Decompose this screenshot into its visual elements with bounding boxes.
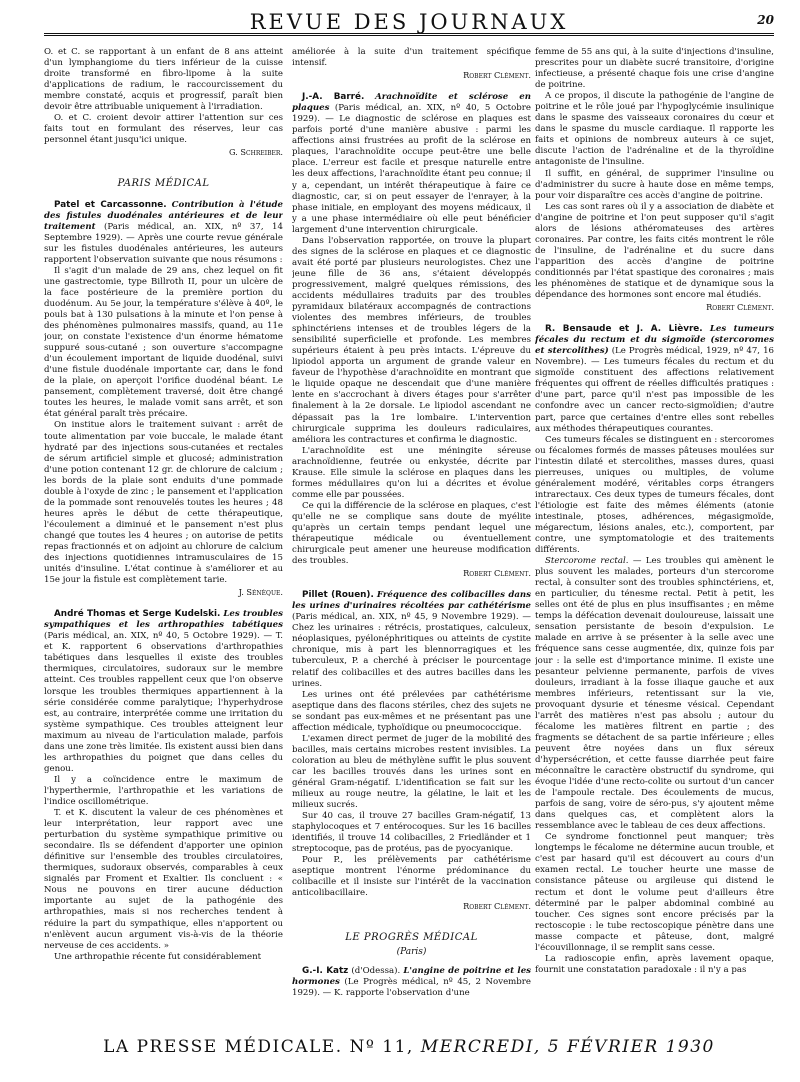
paragraph: L'arachnoïdite est une méningite séreuse arachnoïdienne, feutrée ou enkystée, décrite par Krause. Elle simule la sclérose en plaques dans les formes médullaires qu'on lui a décrites et évolue comme elle par poussées. [292,445,531,500]
paragraph: Sur 40 cas, il trouve 27 bacilles Gram-négatif, 13 staphylocoques et 7 entérocoques. Sur les 16 bacilles identifiés, il trouve 14 colibacilles, 2 Friedländer et 1 streptocoque, pas de protéus, pas de pyocyanique. [292,811,531,855]
article-authors: G.-I. Katz [302,965,349,976]
article-reference: (Paris médical, an. XIX, nº 40, 5 Octobre 1929). — Le diagnostic de sclérose en plaques est parfois porté d'une manière abusive : parmi les affections ainsi frustrées au profit de la sclérose en plaques, l'arachnoïdite occupe peut-être une belle place. L'erreur est facile et presque naturelle entre les deux affections, l'arachnoïdite étant peu connue; il y a, cependant, un intérêt thérapeutique à faire ce diagnostic, car, si on peut essayer de l'enrayer, à la phase initiale, en employant des moyens médicaux, il y a une phase intermédiaire où elle peut bénéficier largement d'une intervention chirurgicale. [292,103,531,235]
article-title: Les troubles sympathiques et les arthropathies tabétiques [44,609,283,631]
text-columns [44,47,774,1032]
paragraph: Ce qui la différencie de la sclérose en plaques, c'est qu'elle ne se complique sans doute de myélite qu'après un certain temps pendant lequel une thérapeutique médicale ou éventuellement chirurgicale peut amener une heureuse modification des troubles. [292,500,531,567]
column-3 [535,47,774,1032]
paragraph: O. et C. croient devoir attirer l'attention sur ces faits tout en formulant des réserves, leur cas personnel étant jusqu'ici unique. [44,113,283,146]
column-1 [44,47,283,1032]
paragraph: Il y a coïncidence entre le maximum de l'hyperthermie, l'arthropathie et les variations de l'indice oscillométrique. [44,774,283,807]
article-reference: (Paris médical, an. XIX, nº 37, 14 Septembre 1929). — Après une courte revue générale sur les fistules duodénales antérieures, les auteurs rapportent l'observation suivante que nous résumons : [44,221,283,265]
article-authors: André Thomas et Serge Kudelski. [54,609,221,620]
article-reference: (Paris médical, an. XIX, nº 45, 9 Novembre 1929). — Chez les urinaires : rétrécis, prostatiques, calculeux, néoplasiques, pyélonéphritiques ou atteints de cystite chronique, mis à part les blennorragiques et les tuberculeux, P. a cherché à préciser le pourcentage relatif des colibacilles et des autres bacilles dans les urines. [292,612,531,689]
section-heading: LE PROGRÈS MÉDICAL [345,931,478,943]
paragraph: O. et C. se rapportant à un enfant de 8 ans atteint d'un lymphangiome du tiers inférieur de la cuisse droite transformé en fibro-lipome à la suite d'applications de radium, le raccourcissement du membre constaté, acquis et progressif, paraît bien devoir être attribuable uniquement à l'irradiation. [44,47,283,113]
author-signature: Robert Clément. [463,568,531,579]
paragraph [535,556,774,832]
section-heading: PARIS MÉDICAL [117,178,210,190]
section-subheading: (Paris) [396,946,427,957]
article-title: Contribution à l'étude des fistules duodénales antérieures et de leur traitement [44,199,283,232]
author-signature: J. Sénèque. [238,587,283,598]
article-abstract [292,966,531,999]
article-authors: R. Bensaude et J. A. Lièvre. [545,324,703,335]
paragraph: L'examen direct permet de juger de la mobilité des bacilles, mais certains microbes restent invisibles. La coloration au bleu de méthylène suffit le plus souvent car les bacilles trouvés dans les urines sont en général Gram-négatif. L'identification se fait sur les milieux au rouge neutre, la gélatine, le lait et les milieux sucrés. [292,733,531,811]
issue-date: MERCREDI, 5 FÉVRIER 1930 [420,1037,715,1057]
column-2 [292,47,531,1032]
subsection-lead: Stercorome rectal. [545,556,629,567]
article-title: L'angine de poitrine et les hormones [292,965,531,987]
running-title: REVUE DES JOURNAUX [249,10,569,34]
article-authors: Patel et Carcassonne. [54,199,167,210]
page-number: 20 [757,13,774,27]
article-abstract [44,609,283,775]
page-header [44,6,774,36]
article-reference: (Le Progrès médical, nº 45, 2 Novembre 1929). — K. rapporte l'observation d'une [292,976,531,998]
paragraph: Les cas sont rares où il y a association de diabète et d'angine de poitrine et l'on peut supposer qu'il s'agit alors de lésions athéromateuses des artères coronaires. Par contre, les faits cités montrent le rôle de l'insuline, de l'adrénaline et du sucre dans l'apparition des accès d'angine de poitrine conditionnés par l'état spastique des coronaires ; mais les phénomènes de statique et de dynamique sous la dépendance des hormones sont encore mal étudiés. [535,201,774,301]
author-signature: Robert Clément. [463,70,531,81]
issue-number: Nº 11, [349,1037,414,1057]
paragraph: Ces tumeurs fécales se distinguent en : stercoromes ou fécalomes formés de masses pâteuses moulées sur l'intestin dilaté et stercolithes, masses dures, quasi pierreuses, uniques ou multiples, de volume généralement modéré, véritables corps étrangers intrarectaux. Ces deux types de tumeurs fécales, dont l'étiologie est faite des mêmes éléments (atonie intestinale, ptoses, adhérences, mégasigmoïde, mégarectum, lésions anales, etc.), comportent, par contre, une symptomatologie et des traitements différents. [535,434,774,556]
paragraph: Dans l'observation rapportée, on trouve la plupart des signes de la sclérose en plaques et ce diagnostic avait été porté par plusieurs neurologistes. Chez une jeune fille de 36 ans, s'étaient développés progressivement, malgré quelques rémissions, des accidents médullaires traduits par des troubles pyramidaux bilatéraux accompagnés de contractions violentes des membres inférieurs, de troubles sphinctériens intenses et de troubles légers de la sensibilité superficielle et profonde. Les membres supérieurs étaient à peu près intacts. L'épreuve du lipiodol apporta un argument de grande valeur en faveur de l'hypothèse d'arachnoïdite en montrant que le liquide opaque ne descendait que d'une manière lente en s'accrochant à divers étages pour s'arrêter finalement à la 2e dorsale. Le lipiodol ascendant ne dépassait pas la 1re lombaire. L'intervention chirurgicale supprima les douleurs radiculaires, améliora les contractures et confirma le diagnostic. [292,235,531,445]
article-title: Arachnoïdite et sclérose en plaques [292,92,531,114]
paragraph: Pour P., les prélèvements par cathétérisme aseptique montrent l'énorme prédominance du colibacille et il insiste sur l'intérêt de la vaccination anticolibacillaire. [292,855,531,899]
article-abstract [292,92,531,236]
paragraph: La radioscopie enfin, après lavement opaque, fournit une constatation paradoxale : il n'y a pas [535,953,774,975]
paragraph: Ce syndrome fonctionnel peut manquer; très longtemps le fécalome ne détermine aucun trouble, et c'est par hasard qu'il est découvert au cours d'un examen rectal. Le toucher heurte une masse de consistance pâteuse ou argileuse qui distend le rectum et dont le volume peut d'ailleurs être déterminé par le palper abdominal combiné au toucher. Ces signes sont encore précisés par la rectoscopie : le tube rectoscopique pénètre dans une masse compacte et pâteuse, dont, malgré l'écouvillonnage, il se remplit sans cesse. [535,832,774,953]
article-abstract [292,590,531,689]
paragraph: améliorée à la suite d'un traitement spécifique intensif. [292,47,531,69]
article-reference: (Le Progrès médical, 1929, nº 47, 16 Novembre). — Les tumeurs fécales du rectum et du sigmoïde constituent des affections relativement fréquentes qui offrent de réelles difficultés pratiques : d'une part, parce qu'il n'est pas impossible de les confondre avec un cancer recto-sigmoïdien; d'autre part, parce que certaines d'entre elles sont rebelles aux méthodes thérapeutiques courantes. [535,346,774,434]
paragraph-text: — Les troubles qui amènent le plus souvent les malades, porteurs d'un stercorome rectal, à consulter sont des troubles sphinctériens, et, en particulier, du ténesme rectal. Petit à petit, les selles ont été de plus en plus insuffisantes ; en même temps la défécation devenait douloureuse, laissait une sensation persistante de besoin d'expulsion. Le malade en arrive à se présenter à la selle avec une fréquence sans cesse augmentée, dix, quinze fois par jour : la selle est d'importance minime. Il existe une pesanteur pelvienne permanente, parfois de vives douleurs, irradiant à la fosse iliaque gauche et aux membres inférieurs, retentissant sur la vie, provoquant dysurie et ténesme vésical. Cependant l'arrêt des matières n'est pas absolu ; autour du fécalome les matières filtrent en partie ; des fragments se détachent de sa partie inférieure ; elles peuvent être noyées dans un flux séreux d'hypersécrétion, et cette fausse diarrhée peut faire méconnaître le caractère obstructif du syndrome, qui évoque l'idée d'une recto-colite ou surtout d'un cancer de l'ampoule rectale. Des écoulements de mucus, parfois de sang, voire de séro-pus, s'y ajoutent même dans quelques cas, et complètent alors la ressemblance avec le tableau de ces deux affections. [535,556,774,832]
article-authors: Pillet (Rouen). [302,590,374,601]
article-authors: J.-A. Barré. [302,92,365,103]
paragraph: Il s'agit d'un malade de 29 ans, chez lequel on fit une gastrectomie, type Billroth II, pour un ulcère de la face postérieure de la première portion du duodénum. Au 5e jour, la température s'élève à 40º, le pouls bat à 130 pulsations à la minute et l'on pense à des phénomènes pulmonaires massifs, quand, au 11e jour, on constate l'existence d'un énorme hématome suppuré sous-cutané ; son ouverture s'accompagne d'un écoulement important de liquide duodénal, suivi d'une fistule duodénale importante car, dans le fond de la plaie, on aperçoit l'orifice duodénal béant. Le pansement, complètement traversé, doit être changé toutes les heures, le malade vomit sans arrêt, et son état général paraît très précaire. [44,265,283,420]
paragraph: T. et K. discutent la valeur de ces phénomènes et leur interprétation, leur rapport avec une perturbation du système sympathique primitive ou secondaire. Ils se défendent d'apporter une opinion définitive sur l'ensemble des troubles circulatoires, thermiques, sudoraux observés, comparables à ceux signalés par Froment et Exaltier. Ils concluent : « Nous ne pouvons en tirer aucune déduction importante au sujet de la pathogénie des arthropathies, mais si nos recherches tendent à réduire la part du sympathique, elles n'apportent ou n'enlèvent aucun argument vis-à-vis de la théorie nerveuse de ces accidents. » [44,808,283,951]
author-signature: Robert Clément. [706,302,774,313]
paragraph: A ce propos, il discute la pathogénie de l'angine de poitrine et le rôle joué par l'hypoglycémie insulinique dans le spasme des vaisseaux coronaires du cœur et dans le spasme du muscle cardiaque. Il rapporte les faits et opinions de nombreux auteurs à ce sujet, discute l'action de l'adrénaline et de la thyroïdine antagoniste de l'insuline. [535,91,774,168]
article-location: (d'Odessa). [351,965,401,976]
paragraph: femme de 55 ans qui, à la suite d'injections d'insuline, prescrites pour un diabète sucré transitoire, d'origine infectieuse, a présenté chaque fois une crise d'angine de poitrine. [535,47,774,91]
paragraph: On institue alors le traitement suivant : arrêt de toute alimentation par voie buccale, le malade étant hydraté par des injections sous-cutanées et rectales de sérum artificiel simple et glucosé; administration d'une potion contenant 12 gr. de chlorure de calcium ; les bords de la plaie sont enduits d'une pommade double à l'oxyde de zinc ; le pansement et l'application de la pommade sont renouvelés toutes les heures ; 48 heures après le début de cette thérapeutique, l'écoulement a diminué et le pansement n'est plus changé que toutes les 4 heures ; on autorise de petits repas fractionnés et on adjoint au chlorure de calcium des injections quotidiennes intramusculaires de 15 unités d'insuline. L'état continue à s'améliorer et au 15e jour la fistule est complètement tarie. [44,420,283,586]
header-rule [44,33,774,36]
article-title: Fréquence des colibacilles dans les urines d'urinaires récoltées par cathétérisme [292,590,531,612]
paragraph: Les urines ont été prélevées par cathétérisme aseptique dans des flacons stériles, chez des sujets ne se sondant pas eux-mêmes et ne présentant pas une affection médicale, typhoïdique ou pneumococcique. [292,689,531,733]
journal-name: LA PRESSE MÉDICALE. [103,1037,343,1057]
paragraph: Une arthropathie récente fut considérablement [54,951,262,962]
paragraph: Il suffit, en général, de supprimer l'insuline ou d'administrer du sucre à haute dose en même temps, pour voir disparaître ces accès d'angine de poitrine. [535,168,774,201]
article-title: Les tumeurs fécales du rectum et du sigmoïde (stercoromes et stercolithes) [535,324,774,357]
author-signature: Robert Clément. [463,900,531,911]
article-reference: (Paris médical, an. XIX, nº 40, 5 Octobre 1929). — T. et K. rapportent 6 observations d'arthropathies tabétiques dans lesquelles il existe des troubles thermiques, circulatoires, sudoraux sur le membre atteint. Ces troubles rappellent ceux que l'on observe lorsque les troubles thermiques appartiennent à la série considérée comme paralytique; l'hyperhydrose est, au contraire, interprétée comme une irritation du système sympathique. Ces troubles atteignent leur maximum au niveau de l'articulation malade, parfois dans une zone très limitée. Ils existent aussi bien dans les arthropathies du poignet que dans celles du genou. [44,631,283,774]
author-signature: G. Schreiber. [228,147,283,158]
article-abstract [44,200,283,266]
article-abstract [535,324,774,434]
page-footer [44,1037,774,1057]
